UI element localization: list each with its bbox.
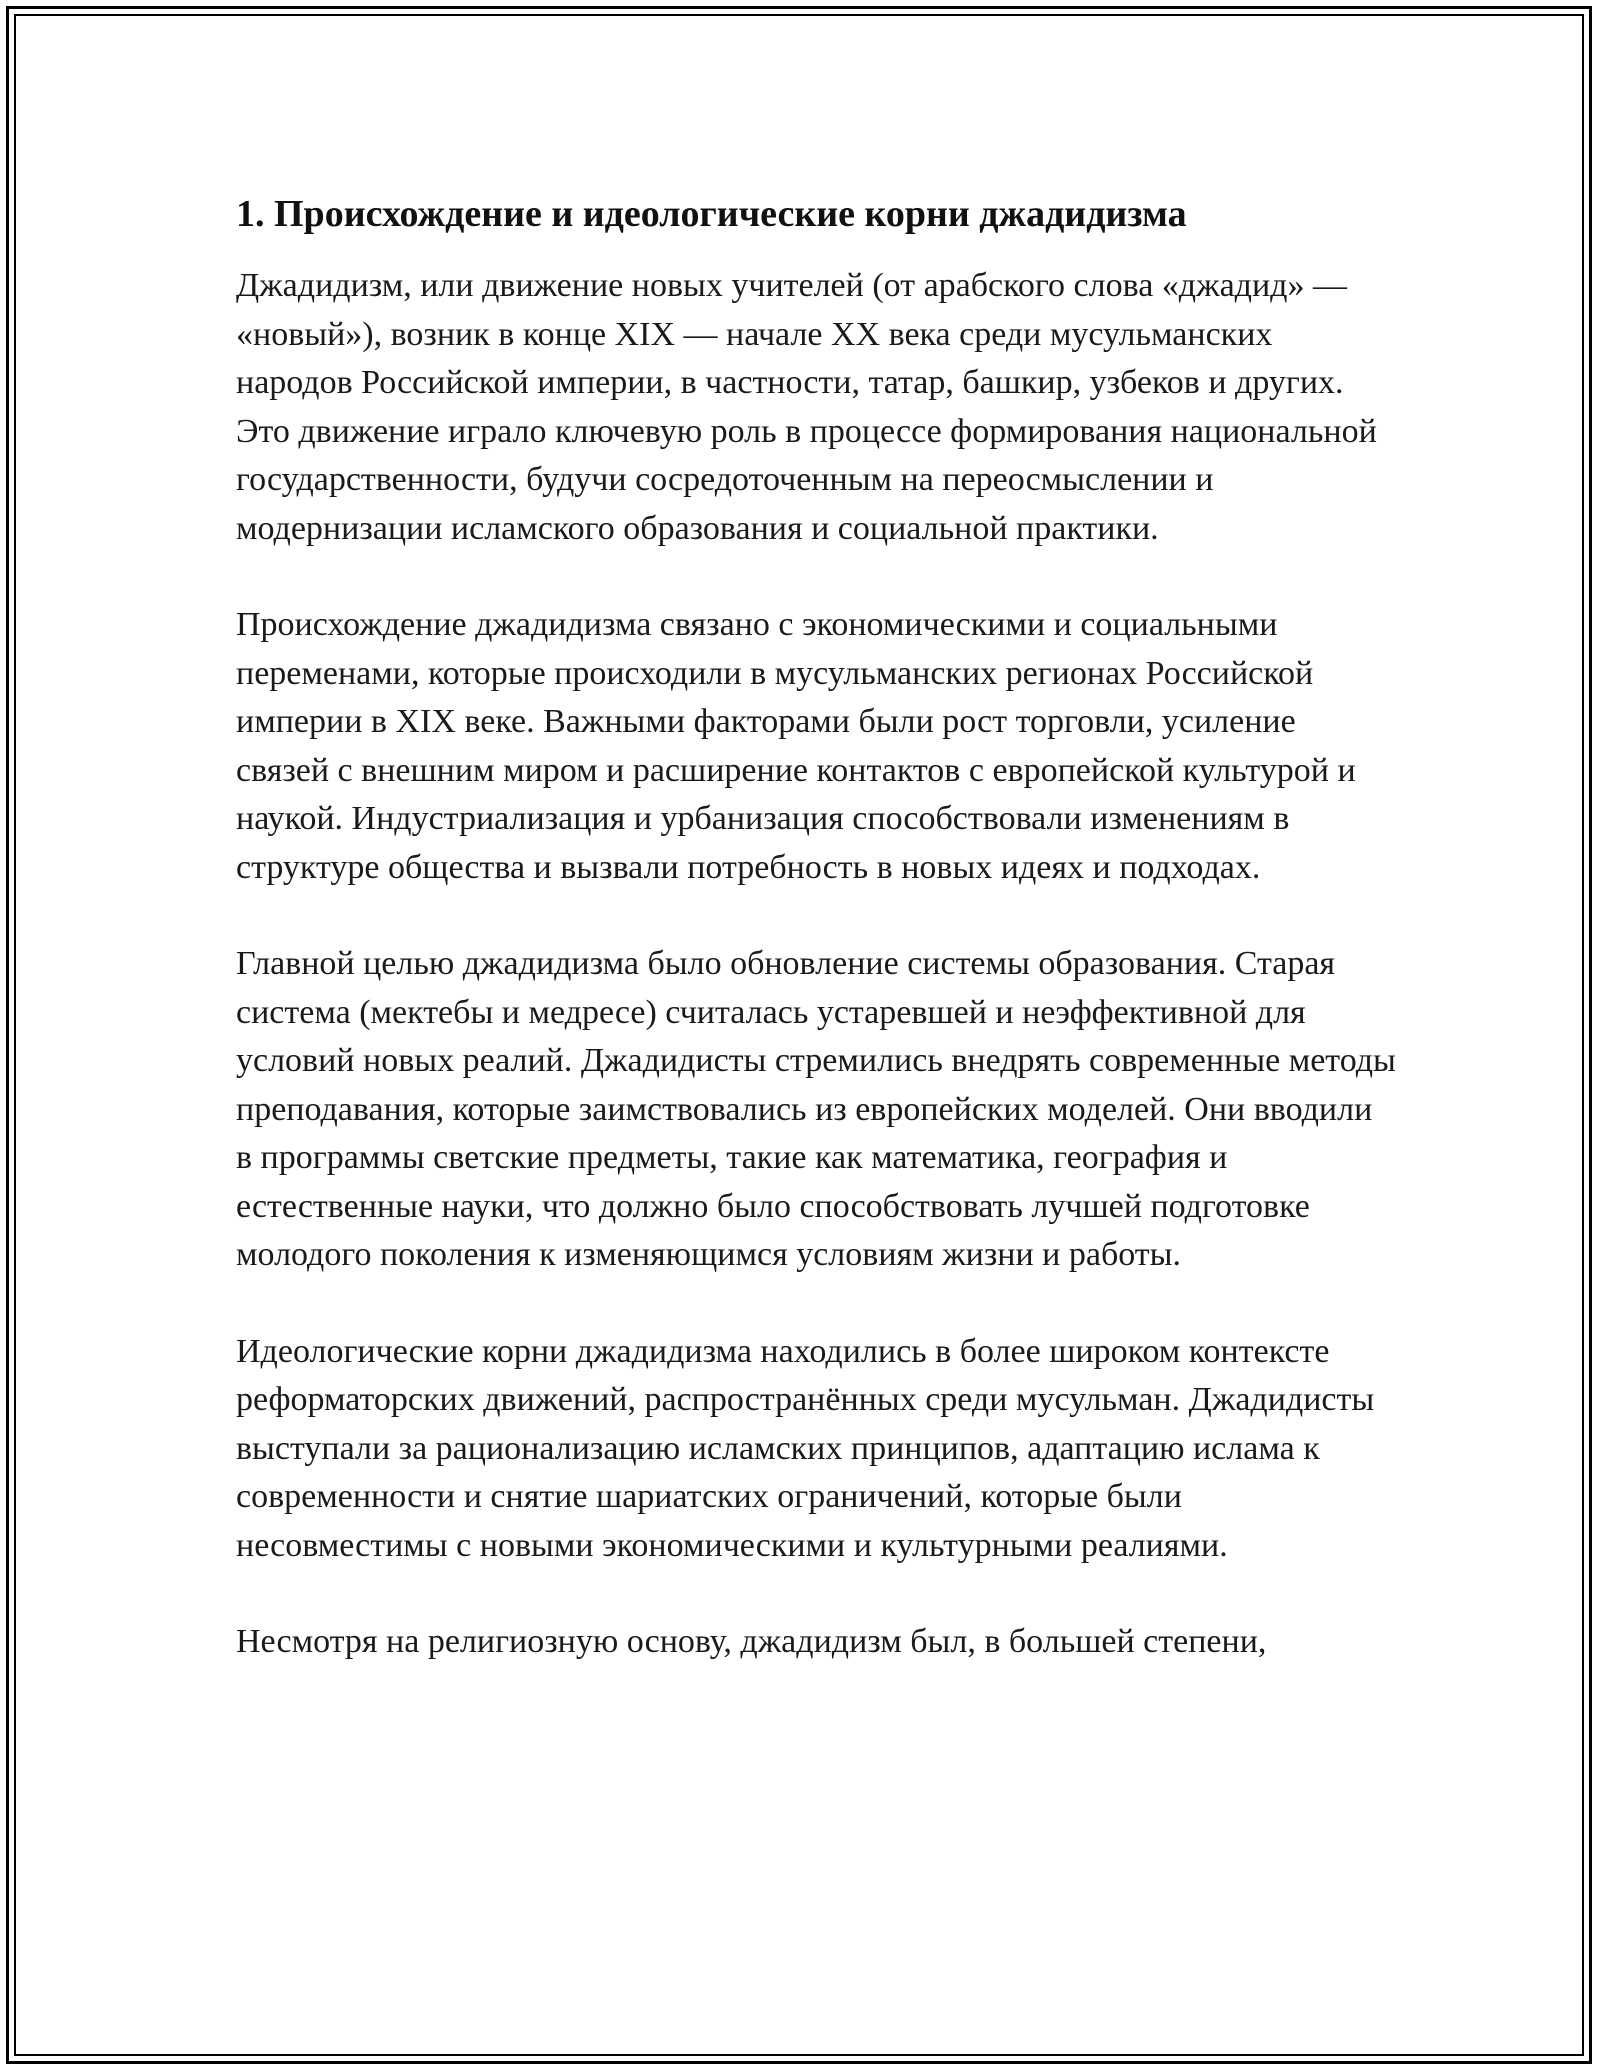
paragraph-1: Джадидизм, или движение новых учителей (от арабского слова «джадид» — «новый»), возник в конце XIX — начале XX века среди мусульманских народов Российской империи, в частности, татар, башкир, узбеков и других. Это движение играло ключевую роль в процессе формирования национальной государственности, будучи сосредоточенным на переосмыслении и модернизации исламского образования и социальной практики. <box>236 267 1377 547</box>
paragraph-3: Главной целью джадидизма было обновление системы образования. Старая система (мектебы и медресе) считалась устаревшей и неэффективной для условий новых реалий. Джадидисты стремились внедрять современные методы преподавания, которые заимствовались из европейских моделей. Они вводили в программы светские предметы, такие как математика, география и естественные науки, что должно было способствовать лучшей подготовке молодого поколения к изменяющимся условиям жизни и работы. <box>236 945 1396 1273</box>
document-body <box>236 188 1416 1715</box>
paragraph-2: Происхождение джадидизма связано с экономическими и социальными переменами, которые происходили в мусульманских регионах Российской империи в XIX веке. Важными факторами были рост торговли, усиление связей с внешним миром и расширение контактов с европейской культурой и наукой. Индустриализация и урбанизация способствовали изменениям в структуре общества и вызвали потребность в новых идеях и подходах. <box>236 606 1356 886</box>
paragraph-4: Идеологические корни джадидизма находились в более широком контексте реформаторских движений, распространённых среди мусульман. Джадидисты выступали за рационализацию исламских принципов, адаптацию ислама к современности и снятие шариатских ограничений, которые были несовместимы с новыми экономическими и культурными реалиями. <box>236 1332 1375 1564</box>
paragraph-5: Несмотря на религиозную основу, джадидизм был, в большей степени, <box>236 1623 1267 1660</box>
section-heading: 1. Происхождение и идеологические корни джадидизма <box>236 193 1187 235</box>
